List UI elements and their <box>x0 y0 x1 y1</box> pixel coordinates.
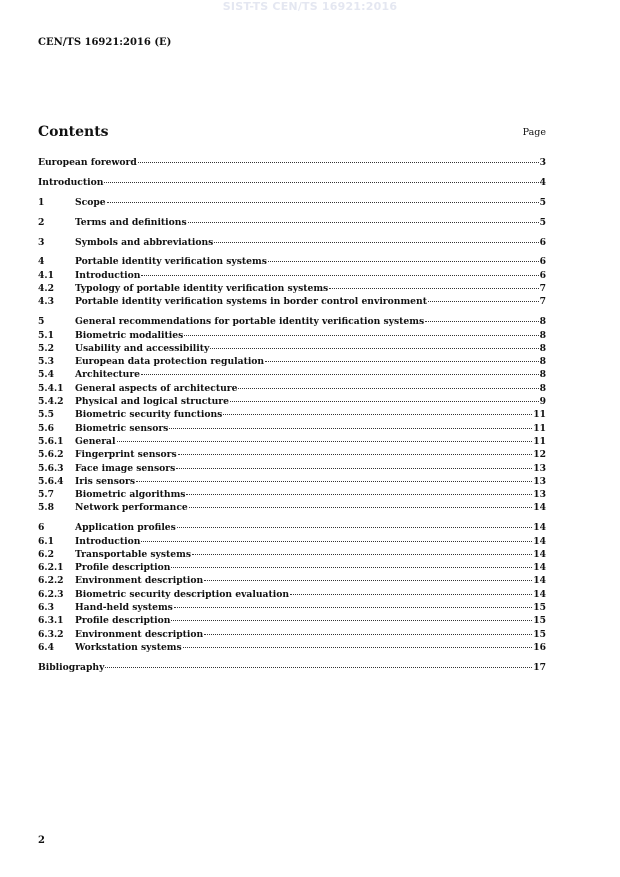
toc-entry-page: 7 <box>539 283 546 295</box>
toc-leader-dots <box>186 494 532 495</box>
toc-leader-dots <box>141 275 538 276</box>
toc-leader-dots <box>425 321 538 322</box>
toc-entry-number: 5.8 <box>38 502 54 514</box>
toc-entry[interactable] <box>38 549 546 562</box>
toc-entry-number: 6.4 <box>38 641 54 653</box>
toc-entry[interactable] <box>38 575 546 588</box>
page-number: 2 <box>38 835 45 846</box>
toc-entry-number: 5.6.2 <box>38 449 64 461</box>
toc-entry-number: 5.5 <box>38 409 54 421</box>
toc-entry-title: Introduction <box>75 269 141 281</box>
toc-entry-title: Environment description <box>75 575 204 587</box>
toc-leader-dots <box>171 567 532 568</box>
toc-entry[interactable] <box>38 502 546 515</box>
toc-entry-number: 6.2.2 <box>38 575 64 587</box>
toc-entry-title: Profile description <box>75 562 171 574</box>
toc-entry-page: 6 <box>539 236 546 248</box>
toc-entry[interactable] <box>38 522 546 535</box>
table-of-contents <box>38 157 546 675</box>
toc-entry-title: Biometric modalities <box>75 329 184 341</box>
toc-entry[interactable] <box>38 237 546 250</box>
toc-entry[interactable] <box>38 217 546 230</box>
toc-leader-dots <box>104 182 538 183</box>
toc-entry[interactable] <box>38 662 546 675</box>
toc-entry-title: Bibliography <box>38 661 105 673</box>
toc-entry[interactable] <box>38 157 546 170</box>
toc-entry-title: European foreword <box>38 157 137 168</box>
toc-entry-title: General <box>75 435 116 447</box>
toc-entry-title: Hand-held systems <box>75 602 173 614</box>
contents-heading: Contents <box>38 124 109 140</box>
toc-entry-title: Portable identity verification systems <box>75 256 267 268</box>
toc-leader-dots <box>238 388 538 389</box>
toc-leader-dots <box>223 414 532 415</box>
toc-entry[interactable] <box>38 369 546 382</box>
toc-entry-page: 14 <box>533 535 546 547</box>
toc-entry-page: 12 <box>533 449 546 461</box>
toc-entry-page: 13 <box>533 475 546 487</box>
toc-leader-dots <box>204 634 532 635</box>
toc-entry-page: 16 <box>533 641 546 653</box>
toc-entry-number: 2 <box>38 216 45 228</box>
toc-entry[interactable] <box>38 436 546 449</box>
toc-entry-number: 4.3 <box>38 296 54 308</box>
toc-entry-page: 14 <box>533 575 546 587</box>
toc-entry-page: 8 <box>539 382 546 394</box>
toc-leader-dots <box>265 361 538 362</box>
toc-entry[interactable] <box>38 536 546 549</box>
toc-leader-dots <box>290 594 532 595</box>
toc-entry-title: Physical and logical structure <box>75 396 229 408</box>
toc-entry-title: Application profiles <box>75 522 176 534</box>
toc-entry[interactable] <box>38 343 546 356</box>
toc-entry[interactable] <box>38 629 546 642</box>
toc-entry-page: 11 <box>533 435 546 447</box>
toc-entry-title: Typology of portable identity verification systems <box>75 283 329 295</box>
toc-entry[interactable] <box>38 476 546 489</box>
toc-entry[interactable] <box>38 296 546 309</box>
toc-entry-number: 4.2 <box>38 283 54 295</box>
toc-entry[interactable] <box>38 270 546 283</box>
toc-entry-number: 6.3.1 <box>38 615 64 627</box>
toc-entry-number: 4.1 <box>38 269 54 281</box>
toc-entry-number: 5.3 <box>38 356 54 368</box>
toc-entry[interactable] <box>38 589 546 602</box>
toc-entry-number: 6.3 <box>38 602 54 614</box>
toc-entry[interactable] <box>38 383 546 396</box>
toc-leader-dots <box>188 222 539 223</box>
watermark: SIST-TS CEN/TS 16921:2016 <box>222 0 398 13</box>
toc-entry-page: 8 <box>539 356 546 368</box>
toc-leader-dots <box>189 507 532 508</box>
toc-entry[interactable] <box>38 316 546 329</box>
toc-entry-page: 14 <box>533 548 546 560</box>
toc-entry[interactable] <box>38 449 546 462</box>
toc-entry-page: 6 <box>539 269 546 281</box>
toc-entry-title: Architecture <box>75 369 141 381</box>
toc-entry[interactable] <box>38 177 546 190</box>
toc-entry-title: Usability and accessibility <box>75 342 210 354</box>
toc-leader-dots <box>214 242 538 243</box>
toc-entry-title: Biometric security description evaluation <box>75 588 290 600</box>
toc-entry-number: 6.2.3 <box>38 588 64 600</box>
toc-leader-dots <box>183 647 533 648</box>
toc-entry-page: 3 <box>539 157 546 168</box>
toc-entry-title: Portable identity verification systems in border control environment <box>75 296 427 308</box>
toc-leader-dots <box>268 261 539 262</box>
toc-entry[interactable] <box>38 409 546 422</box>
toc-leader-dots <box>428 301 539 302</box>
toc-entry-number: 4 <box>38 256 45 268</box>
toc-entry-title: Workstation systems <box>75 641 182 653</box>
toc-leader-dots <box>141 374 539 375</box>
toc-entry-page: 14 <box>533 522 546 534</box>
toc-entry-page: 14 <box>533 588 546 600</box>
toc-entry-title: Transportable systems <box>75 548 192 560</box>
toc-entry-title: Symbols and abbreviations <box>75 236 214 248</box>
toc-entry-page: 8 <box>539 342 546 354</box>
toc-entry-number: 6.1 <box>38 535 54 547</box>
toc-entry-page: 11 <box>533 422 546 434</box>
toc-entry-title: Introduction <box>75 535 141 547</box>
toc-entry-number: 5.7 <box>38 489 54 501</box>
toc-entry-number: 3 <box>38 236 45 248</box>
toc-entry-number: 5.6.3 <box>38 462 64 474</box>
toc-entry-page: 4 <box>539 176 546 188</box>
toc-leader-dots <box>204 580 532 581</box>
toc-entry-page: 15 <box>533 615 546 627</box>
toc-entry-page: 7 <box>539 296 546 308</box>
toc-entry-page: 15 <box>533 628 546 640</box>
toc-leader-dots <box>107 202 539 203</box>
toc-entry-title: Network performance <box>75 502 188 514</box>
toc-leader-dots <box>174 607 532 608</box>
toc-leader-dots <box>141 541 532 542</box>
toc-entry-page: 9 <box>539 396 546 408</box>
toc-entry[interactable] <box>38 197 546 210</box>
toc-entry-title: Profile description <box>75 615 171 627</box>
toc-leader-dots <box>117 441 533 442</box>
toc-entry[interactable] <box>38 396 546 409</box>
toc-leader-dots <box>230 401 539 402</box>
toc-entry-number: 5.6 <box>38 422 54 434</box>
toc-entry[interactable] <box>38 423 546 436</box>
toc-entry-number: 5.4 <box>38 369 54 381</box>
toc-leader-dots <box>177 527 532 528</box>
toc-entry-page: 13 <box>533 489 546 501</box>
toc-entry-title: Biometric algorithms <box>75 489 186 501</box>
toc-entry-page: 8 <box>539 369 546 381</box>
toc-entry-number: 6.3.2 <box>38 628 64 640</box>
toc-entry-title: Terms and definitions <box>75 216 187 228</box>
toc-entry-page: 11 <box>533 409 546 421</box>
toc-entry-page: 14 <box>533 562 546 574</box>
toc-entry[interactable] <box>38 356 546 369</box>
toc-leader-dots <box>136 481 532 482</box>
toc-leader-dots <box>105 667 532 668</box>
toc-entry-page: 6 <box>539 256 546 268</box>
toc-entry-title: European data protection regulation <box>75 356 265 368</box>
toc-entry-page: 5 <box>539 196 546 208</box>
toc-entry-number: 6.2 <box>38 548 54 560</box>
toc-entry-page: 13 <box>533 462 546 474</box>
toc-entry[interactable] <box>38 489 546 502</box>
toc-entry-page: 8 <box>539 329 546 341</box>
toc-leader-dots <box>184 335 538 336</box>
toc-leader-dots <box>210 348 538 349</box>
toc-entry[interactable] <box>38 602 546 615</box>
toc-entry[interactable] <box>38 463 546 476</box>
toc-leader-dots <box>192 554 532 555</box>
toc-leader-dots <box>138 162 539 163</box>
toc-entry-title: Scope <box>75 196 106 208</box>
toc-entry[interactable] <box>38 615 546 628</box>
toc-entry-title: Fingerprint sensors <box>75 449 177 461</box>
toc-entry-number: 5.4.1 <box>38 382 64 394</box>
toc-entry-number: 6 <box>38 522 45 534</box>
toc-entry-number: 5 <box>38 316 45 328</box>
toc-entry-page: 14 <box>533 502 546 514</box>
toc-entry-title: General recommendations for portable identity verification systems <box>75 316 425 328</box>
toc-leader-dots <box>169 428 532 429</box>
toc-entry-page: 15 <box>533 602 546 614</box>
toc-entry-number: 5.4.2 <box>38 396 64 408</box>
toc-entry-page: 5 <box>539 216 546 228</box>
toc-entry[interactable] <box>38 283 546 296</box>
toc-leader-dots <box>178 454 533 455</box>
document-id: CEN/TS 16921:2016 (E) <box>38 37 172 48</box>
toc-entry-number: 5.2 <box>38 342 54 354</box>
toc-entry-title: Iris sensors <box>75 475 136 487</box>
toc-entry-number: 5.6.1 <box>38 435 64 447</box>
toc-entry-title: Biometric security functions <box>75 409 223 421</box>
toc-entry-number: 5.1 <box>38 329 54 341</box>
toc-leader-dots <box>171 620 532 621</box>
toc-entry-page: 8 <box>539 316 546 328</box>
toc-entry-title: Biometric sensors <box>75 422 169 434</box>
toc-entry[interactable] <box>38 562 546 575</box>
toc-entry[interactable] <box>38 642 546 655</box>
toc-entry-number: 5.6.4 <box>38 475 64 487</box>
toc-entry-title: Environment description <box>75 628 204 640</box>
toc-entry-number: 1 <box>38 196 45 208</box>
toc-entry-title: Face image sensors <box>75 462 176 474</box>
toc-leader-dots <box>176 468 532 469</box>
toc-leader-dots <box>329 288 538 289</box>
toc-entry-number: 6.2.1 <box>38 562 64 574</box>
toc-entry-title: Introduction <box>38 176 104 188</box>
page-column-label: Page <box>522 127 546 138</box>
toc-entry[interactable] <box>38 330 546 343</box>
toc-entry[interactable] <box>38 256 546 269</box>
toc-entry-title: General aspects of architecture <box>75 382 238 394</box>
toc-entry-page: 17 <box>533 661 546 673</box>
